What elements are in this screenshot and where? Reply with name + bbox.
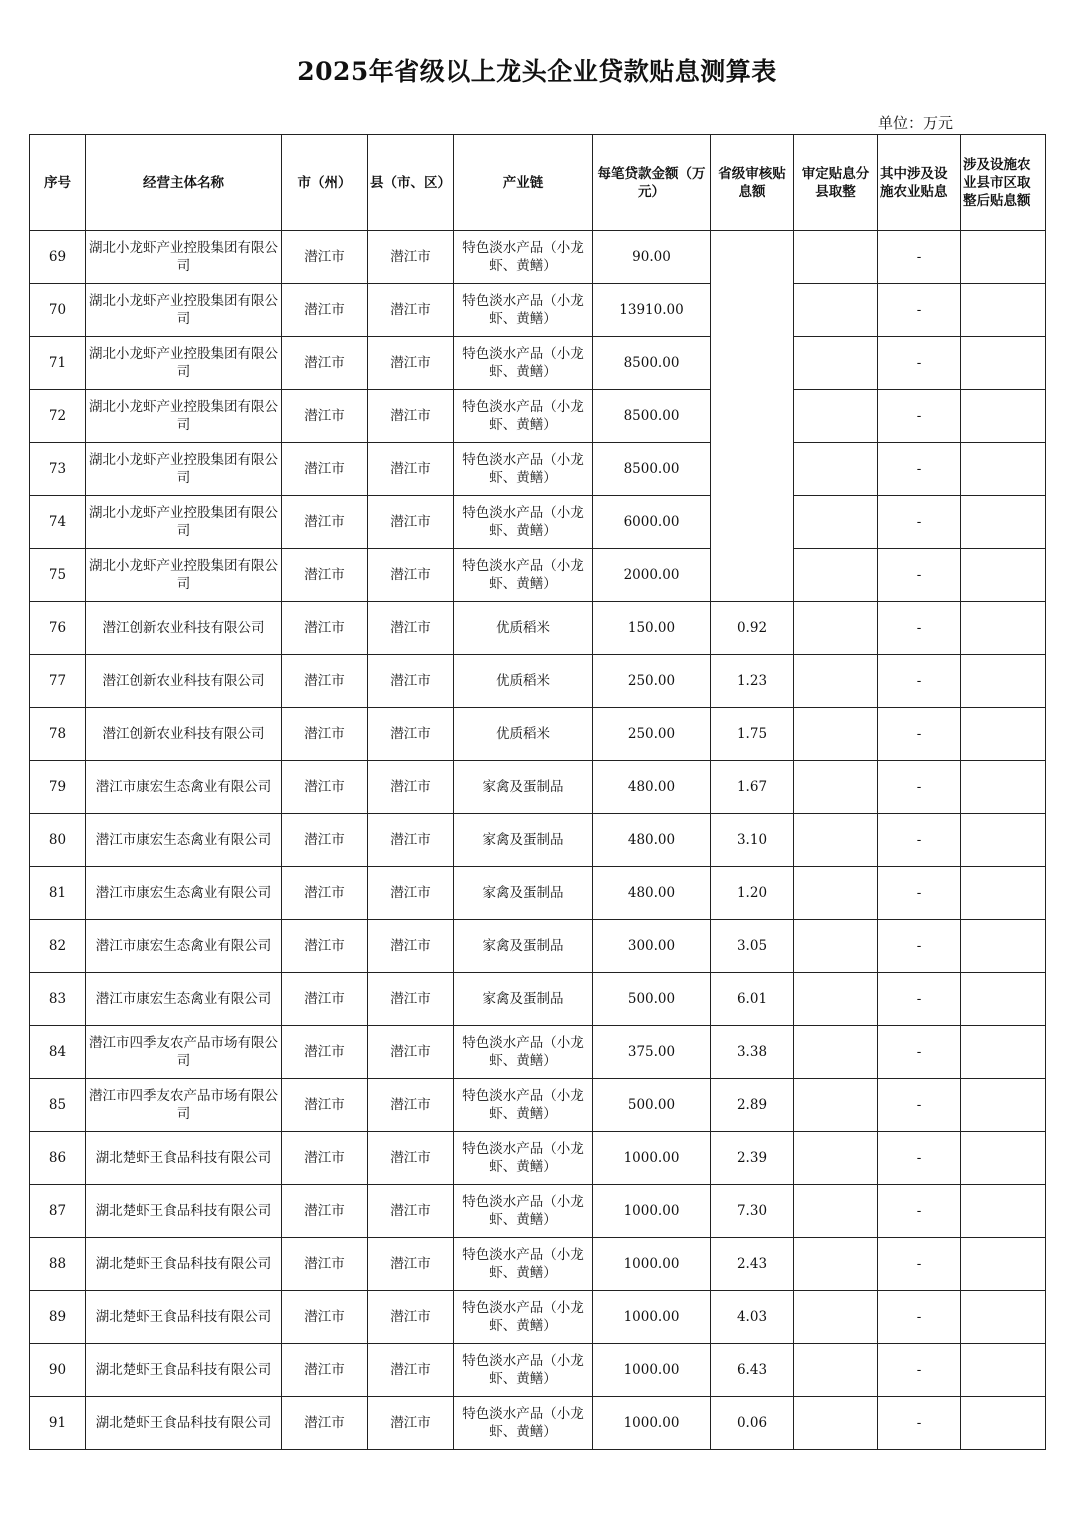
- cell-facility-rounded: [961, 1026, 1046, 1079]
- cell-facility-subsidy: -: [878, 1291, 961, 1344]
- cell-loan-amount: 1000.00: [593, 1238, 711, 1291]
- cell-county-rounded: [794, 1238, 878, 1291]
- cell-loan-amount: 8500.00: [593, 390, 711, 443]
- cell-county: 潜江市: [368, 1185, 454, 1238]
- cell-no: 78: [30, 708, 86, 761]
- cell-county: 潜江市: [368, 390, 454, 443]
- cell-loan-amount: 2000.00: [593, 549, 711, 602]
- cell-provincial-subsidy-merged: [711, 231, 794, 602]
- cell-industry-chain: 特色淡水产品（小龙虾、黄鳝）: [454, 496, 593, 549]
- cell-industry-chain: 家禽及蛋制品: [454, 761, 593, 814]
- cell-facility-rounded: [961, 337, 1046, 390]
- cell-facility-subsidy: -: [878, 1344, 961, 1397]
- table-row: [30, 602, 1046, 655]
- col-header-county-rounded: 审定贴息分县取整: [794, 135, 878, 231]
- col-header-facility-rounded: 涉及设施农业县市区取整后贴息额: [961, 135, 1046, 231]
- cell-county-rounded: [794, 443, 878, 496]
- cell-facility-rounded: [961, 1344, 1046, 1397]
- cell-loan-amount: 1000.00: [593, 1344, 711, 1397]
- cell-industry-chain: 特色淡水产品（小龙虾、黄鳝）: [454, 1132, 593, 1185]
- cell-enterprise-name: 湖北小龙虾产业控股集团有限公司: [86, 390, 282, 443]
- cell-facility-subsidy: -: [878, 1132, 961, 1185]
- cell-enterprise-name: 湖北小龙虾产业控股集团有限公司: [86, 443, 282, 496]
- cell-provincial-subsidy: 1.20: [711, 867, 794, 920]
- table-row: [30, 549, 1046, 602]
- cell-facility-rounded: [961, 549, 1046, 602]
- cell-no: 86: [30, 1132, 86, 1185]
- cell-county-rounded: [794, 284, 878, 337]
- cell-county: 潜江市: [368, 867, 454, 920]
- cell-facility-rounded: [961, 1291, 1046, 1344]
- cell-provincial-subsidy: 1.75: [711, 708, 794, 761]
- col-header-provincial-subsidy: 省级审核贴息额: [711, 135, 794, 231]
- table-row: [30, 1344, 1046, 1397]
- cell-city: 潜江市: [282, 1079, 368, 1132]
- cell-city: 潜江市: [282, 231, 368, 284]
- cell-provincial-subsidy: 3.10: [711, 814, 794, 867]
- cell-county-rounded: [794, 867, 878, 920]
- cell-city: 潜江市: [282, 1132, 368, 1185]
- cell-industry-chain: 特色淡水产品（小龙虾、黄鳝）: [454, 231, 593, 284]
- cell-no: 80: [30, 814, 86, 867]
- cell-enterprise-name: 湖北小龙虾产业控股集团有限公司: [86, 284, 282, 337]
- cell-county-rounded: [794, 1132, 878, 1185]
- cell-industry-chain: 优质稻米: [454, 655, 593, 708]
- cell-facility-subsidy: -: [878, 390, 961, 443]
- cell-city: 潜江市: [282, 1397, 368, 1450]
- cell-industry-chain: 特色淡水产品（小龙虾、黄鳝）: [454, 1291, 593, 1344]
- cell-county: 潜江市: [368, 231, 454, 284]
- cell-county: 潜江市: [368, 973, 454, 1026]
- cell-provincial-subsidy: 2.39: [711, 1132, 794, 1185]
- table-row: [30, 231, 1046, 284]
- cell-county-rounded: [794, 761, 878, 814]
- cell-loan-amount: 1000.00: [593, 1185, 711, 1238]
- cell-loan-amount: 150.00: [593, 602, 711, 655]
- cell-facility-rounded: [961, 1238, 1046, 1291]
- cell-loan-amount: 1000.00: [593, 1291, 711, 1344]
- cell-enterprise-name: 潜江市康宏生态禽业有限公司: [86, 867, 282, 920]
- cell-enterprise-name: 潜江创新农业科技有限公司: [86, 708, 282, 761]
- cell-no: 77: [30, 655, 86, 708]
- cell-city: 潜江市: [282, 549, 368, 602]
- cell-county-rounded: [794, 708, 878, 761]
- cell-facility-subsidy: -: [878, 231, 961, 284]
- cell-city: 潜江市: [282, 973, 368, 1026]
- cell-facility-rounded: [961, 1397, 1046, 1450]
- cell-no: 88: [30, 1238, 86, 1291]
- table-row: [30, 1185, 1046, 1238]
- cell-facility-subsidy: -: [878, 708, 961, 761]
- cell-county: 潜江市: [368, 1291, 454, 1344]
- cell-county-rounded: [794, 496, 878, 549]
- cell-city: 潜江市: [282, 814, 368, 867]
- cell-no: 72: [30, 390, 86, 443]
- cell-facility-rounded: [961, 390, 1046, 443]
- cell-loan-amount: 500.00: [593, 1079, 711, 1132]
- cell-facility-rounded: [961, 708, 1046, 761]
- cell-enterprise-name: 湖北小龙虾产业控股集团有限公司: [86, 549, 282, 602]
- cell-enterprise-name: 湖北楚虾王食品科技有限公司: [86, 1185, 282, 1238]
- cell-county: 潜江市: [368, 337, 454, 390]
- cell-city: 潜江市: [282, 337, 368, 390]
- cell-enterprise-name: 湖北小龙虾产业控股集团有限公司: [86, 231, 282, 284]
- cell-provincial-subsidy: 0.92: [711, 602, 794, 655]
- cell-no: 70: [30, 284, 86, 337]
- cell-city: 潜江市: [282, 920, 368, 973]
- cell-no: 79: [30, 761, 86, 814]
- cell-county-rounded: [794, 1079, 878, 1132]
- cell-no: 83: [30, 973, 86, 1026]
- cell-county: 潜江市: [368, 814, 454, 867]
- cell-county-rounded: [794, 973, 878, 1026]
- cell-enterprise-name: 湖北楚虾王食品科技有限公司: [86, 1397, 282, 1450]
- cell-provincial-subsidy: 6.43: [711, 1344, 794, 1397]
- cell-industry-chain: 特色淡水产品（小龙虾、黄鳝）: [454, 337, 593, 390]
- table-row: [30, 390, 1046, 443]
- cell-city: 潜江市: [282, 867, 368, 920]
- cell-no: 89: [30, 1291, 86, 1344]
- cell-city: 潜江市: [282, 1238, 368, 1291]
- cell-county: 潜江市: [368, 655, 454, 708]
- cell-city: 潜江市: [282, 1185, 368, 1238]
- cell-no: 75: [30, 549, 86, 602]
- cell-industry-chain: 家禽及蛋制品: [454, 973, 593, 1026]
- cell-county-rounded: [794, 1291, 878, 1344]
- cell-facility-subsidy: -: [878, 920, 961, 973]
- cell-provincial-subsidy: 7.30: [711, 1185, 794, 1238]
- cell-enterprise-name: 潜江创新农业科技有限公司: [86, 602, 282, 655]
- cell-facility-subsidy: -: [878, 496, 961, 549]
- cell-facility-subsidy: -: [878, 814, 961, 867]
- cell-loan-amount: 1000.00: [593, 1132, 711, 1185]
- cell-loan-amount: 13910.00: [593, 284, 711, 337]
- unit-label: 单位：万元: [878, 114, 954, 132]
- table-row: [30, 1079, 1046, 1132]
- table-row: [30, 443, 1046, 496]
- cell-enterprise-name: 潜江市四季友农产品市场有限公司: [86, 1079, 282, 1132]
- cell-county-rounded: [794, 1397, 878, 1450]
- cell-facility-rounded: [961, 496, 1046, 549]
- table-row: [30, 708, 1046, 761]
- cell-industry-chain: 特色淡水产品（小龙虾、黄鳝）: [454, 1079, 593, 1132]
- cell-loan-amount: 300.00: [593, 920, 711, 973]
- cell-facility-rounded: [961, 814, 1046, 867]
- cell-no: 90: [30, 1344, 86, 1397]
- cell-industry-chain: 家禽及蛋制品: [454, 814, 593, 867]
- cell-facility-subsidy: -: [878, 1397, 961, 1450]
- col-header-chain: 产业链: [454, 135, 593, 231]
- cell-no: 87: [30, 1185, 86, 1238]
- table-row: [30, 337, 1046, 390]
- cell-city: 潜江市: [282, 496, 368, 549]
- cell-facility-subsidy: -: [878, 1026, 961, 1079]
- cell-county-rounded: [794, 337, 878, 390]
- col-header-facility-subsidy: 其中涉及设施农业贴息: [878, 135, 961, 231]
- cell-facility-subsidy: -: [878, 1185, 961, 1238]
- cell-enterprise-name: 湖北小龙虾产业控股集团有限公司: [86, 496, 282, 549]
- cell-provincial-subsidy: 1.23: [711, 655, 794, 708]
- cell-facility-subsidy: -: [878, 973, 961, 1026]
- cell-enterprise-name: 湖北楚虾王食品科技有限公司: [86, 1238, 282, 1291]
- cell-county-rounded: [794, 390, 878, 443]
- header-row: [30, 135, 1046, 231]
- table-row: [30, 814, 1046, 867]
- cell-provincial-subsidy: 4.03: [711, 1291, 794, 1344]
- cell-facility-subsidy: -: [878, 443, 961, 496]
- table-row: [30, 496, 1046, 549]
- col-header-name: 经营主体名称: [86, 135, 282, 231]
- cell-county-rounded: [794, 231, 878, 284]
- cell-county: 潜江市: [368, 1079, 454, 1132]
- cell-industry-chain: 优质稻米: [454, 602, 593, 655]
- cell-county: 潜江市: [368, 708, 454, 761]
- col-header-loan: 每笔贷款金额（万元）: [593, 135, 711, 231]
- cell-enterprise-name: 潜江市康宏生态禽业有限公司: [86, 920, 282, 973]
- cell-no: 85: [30, 1079, 86, 1132]
- cell-city: 潜江市: [282, 443, 368, 496]
- cell-loan-amount: 480.00: [593, 814, 711, 867]
- table-row: [30, 1291, 1046, 1344]
- table-row: [30, 761, 1046, 814]
- cell-county-rounded: [794, 602, 878, 655]
- cell-city: 潜江市: [282, 602, 368, 655]
- cell-county: 潜江市: [368, 1238, 454, 1291]
- cell-loan-amount: 8500.00: [593, 443, 711, 496]
- cell-county: 潜江市: [368, 496, 454, 549]
- col-header-no: 序号: [30, 135, 86, 231]
- cell-enterprise-name: 潜江市四季友农产品市场有限公司: [86, 1026, 282, 1079]
- table-row: [30, 284, 1046, 337]
- cell-county-rounded: [794, 1026, 878, 1079]
- cell-loan-amount: 1000.00: [593, 1397, 711, 1450]
- table-row: [30, 1026, 1046, 1079]
- cell-industry-chain: 特色淡水产品（小龙虾、黄鳝）: [454, 1344, 593, 1397]
- cell-industry-chain: 特色淡水产品（小龙虾、黄鳝）: [454, 549, 593, 602]
- cell-enterprise-name: 潜江创新农业科技有限公司: [86, 655, 282, 708]
- table-row: [30, 1132, 1046, 1185]
- cell-county: 潜江市: [368, 284, 454, 337]
- cell-enterprise-name: 湖北楚虾王食品科技有限公司: [86, 1132, 282, 1185]
- cell-city: 潜江市: [282, 284, 368, 337]
- cell-industry-chain: 特色淡水产品（小龙虾、黄鳝）: [454, 1238, 593, 1291]
- cell-loan-amount: 480.00: [593, 867, 711, 920]
- cell-no: 84: [30, 1026, 86, 1079]
- cell-industry-chain: 优质稻米: [454, 708, 593, 761]
- cell-facility-subsidy: -: [878, 284, 961, 337]
- cell-county: 潜江市: [368, 761, 454, 814]
- cell-facility-rounded: [961, 867, 1046, 920]
- cell-facility-rounded: [961, 1079, 1046, 1132]
- cell-county-rounded: [794, 1344, 878, 1397]
- cell-county: 潜江市: [368, 920, 454, 973]
- table-row: [30, 973, 1046, 1026]
- cell-loan-amount: 250.00: [593, 655, 711, 708]
- cell-industry-chain: 特色淡水产品（小龙虾、黄鳝）: [454, 284, 593, 337]
- cell-enterprise-name: 湖北楚虾王食品科技有限公司: [86, 1344, 282, 1397]
- cell-provincial-subsidy: 0.06: [711, 1397, 794, 1450]
- cell-facility-rounded: [961, 284, 1046, 337]
- col-header-city: 市（州）: [282, 135, 368, 231]
- cell-city: 潜江市: [282, 390, 368, 443]
- cell-facility-rounded: [961, 920, 1046, 973]
- cell-city: 潜江市: [282, 1344, 368, 1397]
- cell-enterprise-name: 湖北楚虾王食品科技有限公司: [86, 1291, 282, 1344]
- cell-facility-rounded: [961, 1132, 1046, 1185]
- cell-no: 81: [30, 867, 86, 920]
- table-row: [30, 1238, 1046, 1291]
- cell-facility-subsidy: -: [878, 1238, 961, 1291]
- cell-county: 潜江市: [368, 1132, 454, 1185]
- cell-industry-chain: 特色淡水产品（小龙虾、黄鳝）: [454, 443, 593, 496]
- cell-county: 潜江市: [368, 1344, 454, 1397]
- col-header-county: 县（市、区）: [368, 135, 454, 231]
- cell-loan-amount: 480.00: [593, 761, 711, 814]
- table-row: [30, 1397, 1046, 1450]
- cell-enterprise-name: 湖北小龙虾产业控股集团有限公司: [86, 337, 282, 390]
- cell-facility-rounded: [961, 602, 1046, 655]
- cell-provincial-subsidy: 6.01: [711, 973, 794, 1026]
- cell-enterprise-name: 潜江市康宏生态禽业有限公司: [86, 761, 282, 814]
- cell-industry-chain: 特色淡水产品（小龙虾、黄鳝）: [454, 1026, 593, 1079]
- cell-provincial-subsidy: 3.05: [711, 920, 794, 973]
- cell-city: 潜江市: [282, 708, 368, 761]
- cell-facility-rounded: [961, 973, 1046, 1026]
- cell-county-rounded: [794, 549, 878, 602]
- cell-provincial-subsidy: 2.89: [711, 1079, 794, 1132]
- cell-county-rounded: [794, 920, 878, 973]
- cell-loan-amount: 375.00: [593, 1026, 711, 1079]
- cell-county-rounded: [794, 655, 878, 708]
- page-title: 2025年省级以上龙头企业贷款贴息测算表: [297, 57, 777, 86]
- cell-provincial-subsidy: 2.43: [711, 1238, 794, 1291]
- cell-facility-subsidy: -: [878, 337, 961, 390]
- cell-provincial-subsidy: 1.67: [711, 761, 794, 814]
- cell-loan-amount: 6000.00: [593, 496, 711, 549]
- cell-no: 69: [30, 231, 86, 284]
- cell-city: 潜江市: [282, 655, 368, 708]
- cell-facility-subsidy: -: [878, 867, 961, 920]
- cell-county: 潜江市: [368, 602, 454, 655]
- cell-city: 潜江市: [282, 761, 368, 814]
- cell-industry-chain: 特色淡水产品（小龙虾、黄鳝）: [454, 390, 593, 443]
- cell-facility-rounded: [961, 231, 1046, 284]
- cell-loan-amount: 90.00: [593, 231, 711, 284]
- cell-facility-subsidy: -: [878, 761, 961, 814]
- cell-provincial-subsidy: 3.38: [711, 1026, 794, 1079]
- cell-no: 76: [30, 602, 86, 655]
- cell-facility-rounded: [961, 655, 1046, 708]
- cell-county: 潜江市: [368, 549, 454, 602]
- cell-city: 潜江市: [282, 1291, 368, 1344]
- cell-city: 潜江市: [282, 1026, 368, 1079]
- cell-industry-chain: 特色淡水产品（小龙虾、黄鳝）: [454, 1397, 593, 1450]
- cell-facility-subsidy: -: [878, 1079, 961, 1132]
- cell-enterprise-name: 潜江市康宏生态禽业有限公司: [86, 973, 282, 1026]
- cell-county-rounded: [794, 1185, 878, 1238]
- cell-no: 74: [30, 496, 86, 549]
- subsidy-table: [29, 134, 1046, 1450]
- cell-county-rounded: [794, 814, 878, 867]
- cell-industry-chain: 家禽及蛋制品: [454, 867, 593, 920]
- cell-industry-chain: 家禽及蛋制品: [454, 920, 593, 973]
- cell-enterprise-name: 潜江市康宏生态禽业有限公司: [86, 814, 282, 867]
- cell-facility-rounded: [961, 761, 1046, 814]
- cell-no: 71: [30, 337, 86, 390]
- cell-county: 潜江市: [368, 1397, 454, 1450]
- cell-no: 91: [30, 1397, 86, 1450]
- cell-county: 潜江市: [368, 443, 454, 496]
- cell-loan-amount: 250.00: [593, 708, 711, 761]
- table-row: [30, 867, 1046, 920]
- table-row: [30, 655, 1046, 708]
- cell-industry-chain: 特色淡水产品（小龙虾、黄鳝）: [454, 1185, 593, 1238]
- cell-facility-subsidy: -: [878, 549, 961, 602]
- cell-no: 82: [30, 920, 86, 973]
- cell-facility-subsidy: -: [878, 655, 961, 708]
- cell-loan-amount: 8500.00: [593, 337, 711, 390]
- cell-facility-rounded: [961, 1185, 1046, 1238]
- cell-county: 潜江市: [368, 1026, 454, 1079]
- cell-facility-rounded: [961, 443, 1046, 496]
- table-row: [30, 920, 1046, 973]
- cell-no: 73: [30, 443, 86, 496]
- cell-loan-amount: 500.00: [593, 973, 711, 1026]
- cell-facility-subsidy: -: [878, 602, 961, 655]
